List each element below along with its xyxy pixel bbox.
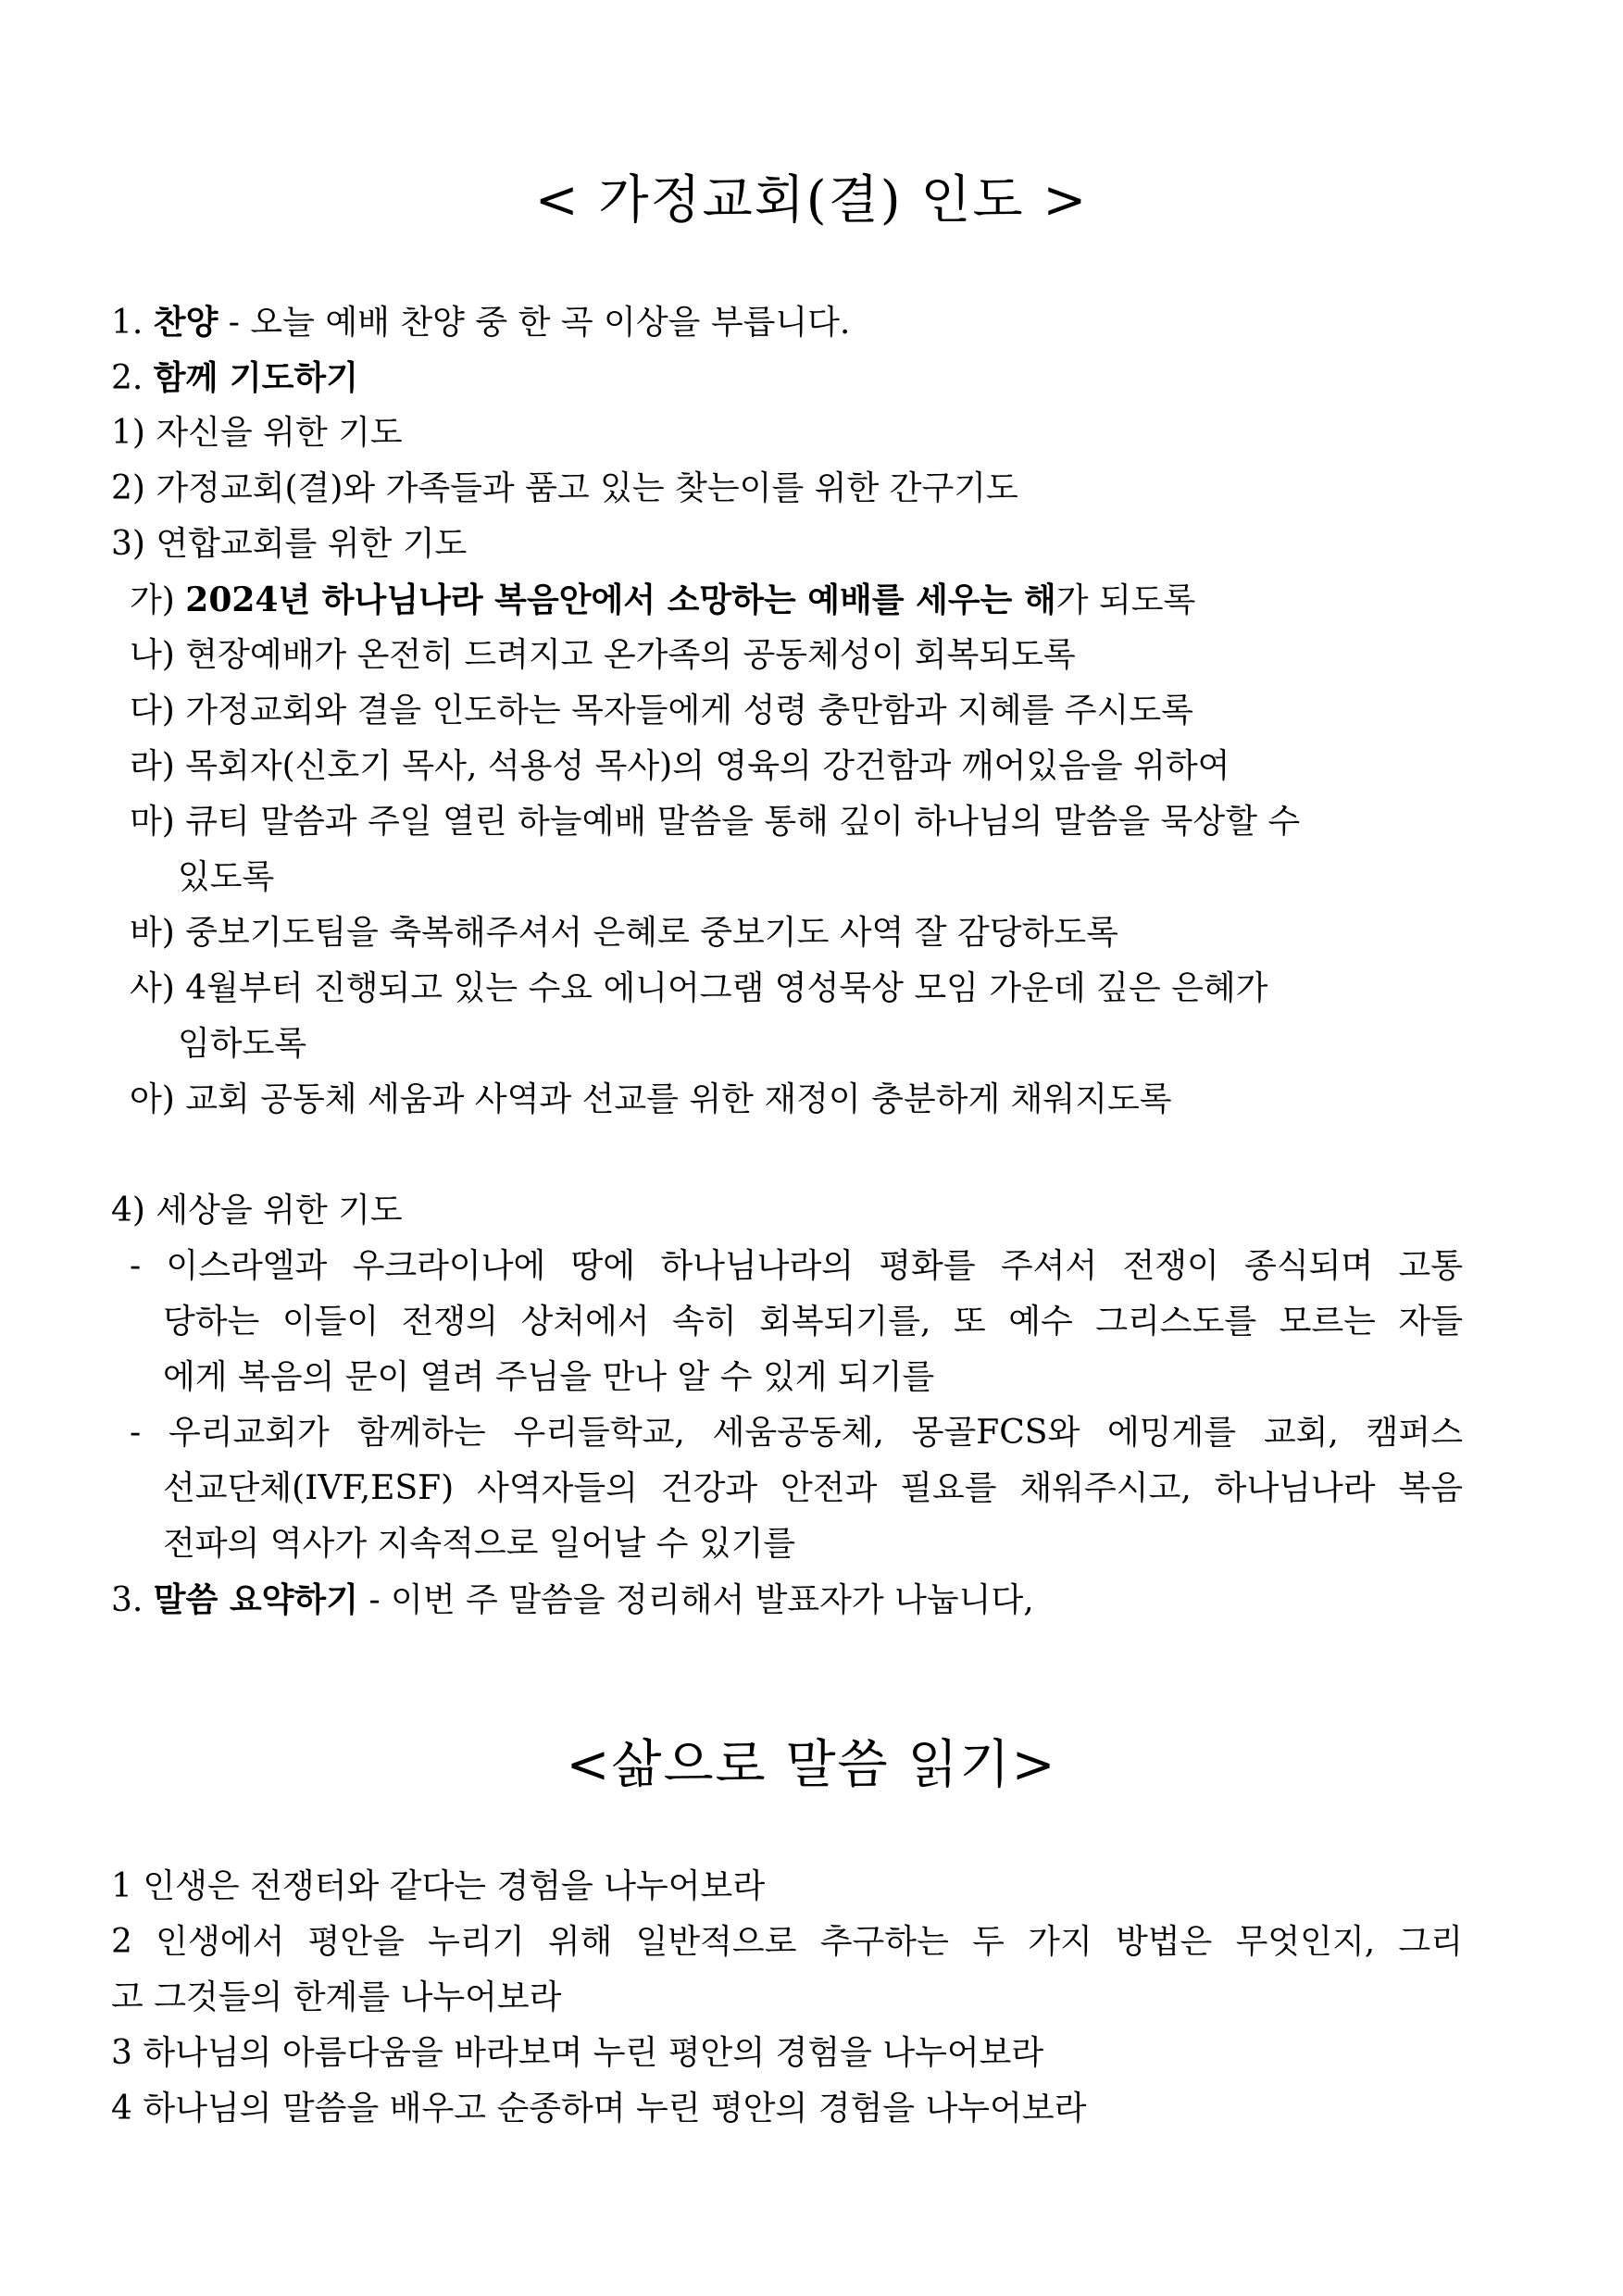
- world-prayer-1-cont: 당하는 이들이 전쟁의 상처에서 속히 회복되기를, 또 예수 그리스도를 모르는 자들: [163, 1303, 1463, 1341]
- item-summary: [111, 1579, 1034, 1621]
- item-praise: [111, 302, 850, 343]
- section-title-reading: <삶으로 말씀 읽기>: [566, 1735, 1057, 1795]
- prayer-item-na: 나) 현장예배가 온전히 드려지고 온가족의 공동체성이 회복되도록: [130, 636, 1076, 674]
- item-number: 1.: [111, 304, 154, 342]
- question-2: 2 인생에서 평안을 누리기 위해 일반적으로 추구하는 두 가지 방법은 무엇인지, 그리: [111, 1923, 1463, 1961]
- prayer-family: 2) 가정교회(결)와 가족들과 품고 있는 찾는이를 위한 간구기도: [111, 469, 1018, 507]
- item-label: 찬양: [153, 303, 218, 342]
- item-text: - 이번 주 말씀을 정리해서 발표자가 나눕니다,: [358, 1581, 1034, 1619]
- item-prefix: 가): [130, 581, 186, 619]
- world-prayer-2: - 우리교회가 함께하는 우리들학교, 세움공동체, 몽골FCS와 에밍게를 교회, 캠퍼스: [130, 1414, 1463, 1452]
- item-pray-together: [111, 357, 358, 399]
- item-label: 말씀 요약하기: [153, 1580, 358, 1619]
- prayer-item-ba: 바) 중보기도팀을 축복해주셔서 은혜로 중보기도 사역 잘 감당하도록: [130, 914, 1118, 952]
- question-4: 4 하나님의 말씀을 배우고 순종하며 누린 평안의 경험을 나누어보라: [111, 2090, 1087, 2128]
- prayer-item-a: 아) 교회 공동체 세움과 사역과 선교를 위한 재정이 충분하게 채워지도록: [130, 1080, 1172, 1118]
- prayer-item-da: 다) 가정교회와 결을 인도하는 목자들에게 성령 충만함과 지혜를 주시도록: [130, 692, 1193, 730]
- prayer-item-ga: [130, 580, 1195, 621]
- question-3: 3 하나님의 아름다움을 바라보며 누린 평안의 경험을 나누어보라: [111, 2034, 1044, 2072]
- item-number: 2.: [111, 359, 154, 397]
- prayer-church: 3) 연합교회를 위한 기도: [111, 525, 468, 563]
- question-2-cont: 고 그것들의 한계를 나누어보라: [111, 1978, 562, 2016]
- item-text: 가 되도록: [1055, 581, 1196, 619]
- prayer-item-sa-cont: 임하도록: [178, 1025, 307, 1063]
- prayer-self: 1) 자신을 위한 기도: [111, 414, 403, 452]
- prayer-item-ra: 라) 목회자(신호기 목사, 석용성 목사)의 영육의 강건함과 깨어있음을 위하여: [130, 747, 1230, 785]
- prayer-world: 4) 세상을 위한 기도: [111, 1192, 403, 1229]
- item-emphasis: 2024년 하나님나라 복음안에서 소망하는 예배를 세우는 해: [185, 580, 1056, 619]
- prayer-item-ma: 마) 큐티 말씀과 주일 열린 하늘예배 말씀을 통해 깊이 하나님의 말씀을 묵상할 수: [130, 803, 1301, 841]
- world-prayer-1-cont2: 에게 복음의 문이 열려 주님을 만나 알 수 있게 되기를: [163, 1358, 935, 1396]
- item-number: 3.: [111, 1581, 154, 1619]
- world-prayer-2-cont2: 전파의 역사가 지속적으로 일어날 수 있기를: [163, 1525, 796, 1563]
- world-prayer-1: - 이스라엘과 우크라이나에 땅에 하나님나라의 평화를 주셔서 전쟁이 종식되며 고통: [130, 1247, 1463, 1285]
- world-prayer-2-cont: 선교단체(IVF,ESF) 사역자들의 건강과 안전과 필요를 채워주시고, 하나님나라 복음: [163, 1469, 1463, 1507]
- item-text: - 오늘 예배 찬양 중 한 곡 이상을 부릅니다.: [218, 304, 851, 342]
- prayer-item-sa: 사) 4월부터 진행되고 있는 수요 에니어그램 영성묵상 모임 가운데 깊은 은혜가: [130, 969, 1268, 1007]
- item-label: 함께 기도하기: [153, 358, 358, 397]
- section-title-house-church: < 가정교회(결) 인도 >: [534, 170, 1089, 231]
- question-1: 1 인생은 전쟁터와 같다는 경험을 나누어보라: [111, 1867, 766, 1905]
- prayer-item-ma-cont: 있도록: [178, 858, 275, 896]
